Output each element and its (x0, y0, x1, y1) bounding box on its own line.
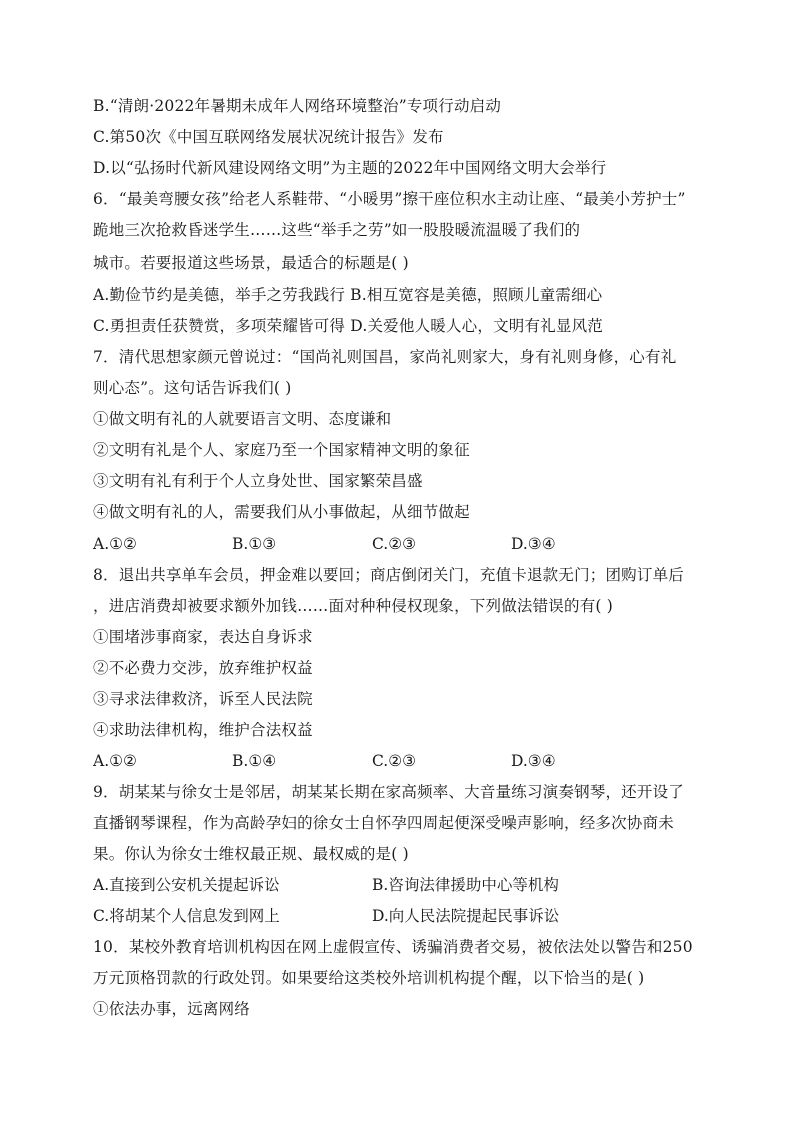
q7-option-c: C.②③ (372, 535, 417, 553)
q9-stem-line-2: 直播钢琴课程，作为高龄孕妇的徐女士自怀孕四周起便深受噪声影响，经多次协商未 (93, 814, 674, 832)
q7-statement-3: ③文明有礼有利于个人立身处世、国家繁荣昌盛 (93, 472, 423, 490)
q8-stem-line-2: ，进店消费却被要求额外加钱……面对种种侵权现象，下列做法错误的有( ) (93, 597, 614, 615)
q7-statement-2: ②文明有礼是个人、家庭乃至一个国家精神文明的象征 (93, 441, 470, 459)
q6-stem-line-2: 跪地三次抢救昏迷学生……这些“举手之劳”如一股股暖流温暖了我们的 (93, 221, 581, 239)
q7-statement-1: ①做文明有礼的人就要语言文明、态度谦和 (93, 410, 392, 428)
q8-statement-3: ③寻求法律救济，诉至人民法院 (93, 690, 313, 708)
q9-option-d: D.向人民法院提起民事诉讼 (372, 907, 560, 925)
q7-statement-4: ④做文明有礼的人，需要我们从小事做起，从细节做起 (93, 503, 470, 521)
q9-option-c: C.将胡某个人信息发到网上 (93, 907, 280, 925)
q10-statement-1: ①依法办事，远离网络 (93, 1000, 251, 1018)
q6-options-cd: C.勇担责任获赞赏，多项荣耀皆可得 D.关爱他人暖人心，文明有礼显风范 (93, 317, 603, 335)
q7-stem-line-2: 则心态”。这句话告诉我们( ) (93, 379, 292, 397)
q10-stem-line-2: 万元顶格罚款的行政处罚。如果要给这类校外培训机构提个醒，以下恰当的是( ) (93, 969, 645, 987)
q7-option-a: A.①② (93, 535, 137, 553)
q6-stem-line-3: 城市。若要报道这些场景，最适合的标题是( ) (93, 254, 409, 272)
q6-options-ab: A.勤俭节约是美德，举手之劳我践行 B.相互宽容是美德，照顾儿童需细心 (93, 286, 603, 304)
q8-option-d: D.③④ (511, 752, 556, 770)
q8-statement-4: ④求助法律机构，维护合法权益 (93, 721, 313, 739)
q9-option-a: A.直接到公安机关提起诉讼 (93, 876, 280, 894)
q9-stem-line-1: 9．胡某某与徐女士是邻居，胡某某长期在家高频率、大音量练习演奏钢琴，还开设了 (93, 783, 684, 801)
q6-stem-line-1: 6．“最美弯腰女孩”给老人系鞋带、“小暖男”擦干座位积水主动让座、“最美小芳护士” (93, 190, 686, 208)
q8-option-b: B.①④ (232, 752, 277, 770)
q9-option-b: B.咨询法律援助中心等机构 (372, 876, 559, 894)
q5-option-d: D.以“弘扬时代新风建设网络文明”为主题的2022年中国网络文明大会举行 (93, 159, 607, 177)
q8-option-a: A.①② (93, 752, 137, 770)
q8-stem-line-1: 8．退出共享单车会员，押金难以要回；商店倒闭关门，充值卡退款无门；团购订单后 (93, 566, 684, 584)
q10-stem-line-1: 10．某校外教育培训机构因在网上虚假宣传、诱骗消费者交易，被依法处以警告和250 (93, 938, 693, 956)
q7-option-b: B.①③ (232, 535, 277, 553)
q8-statement-2: ②不必费力交涉，放弃维护权益 (93, 659, 313, 677)
q5-option-b: B.“清朗·2022年暑期未成年人网络环境整治”专项行动启动 (93, 97, 502, 115)
q7-option-d: D.③④ (511, 535, 556, 553)
q5-option-c: C.第50次《中国互联网络发展状况统计报告》发布 (93, 128, 444, 146)
q8-option-c: C.②③ (372, 752, 417, 770)
q9-stem-line-3: 果。你认为徐女士维权最正规、最权威的是( ) (93, 845, 409, 863)
q8-statement-1: ①围堵涉事商家，表达自身诉求 (93, 628, 313, 646)
q7-stem-line-1: 7．清代思想家颜元曾说过：“国尚礼则国昌，家尚礼则家大，身有礼则身修，心有礼 (93, 348, 677, 366)
